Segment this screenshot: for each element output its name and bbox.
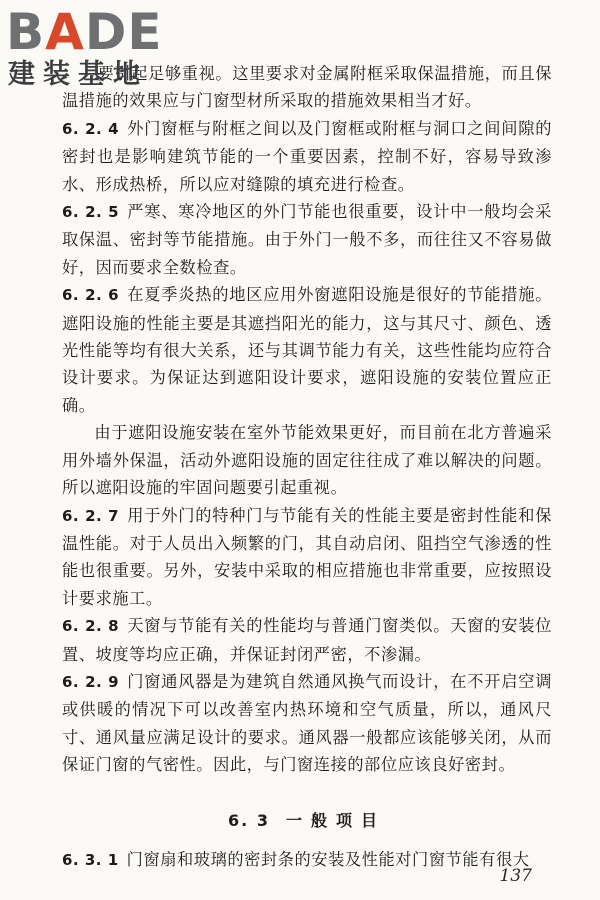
clause-text: 门窗通风器是为建筑自然通风换气而设计，在不开启空调或供暖的情况下可以改善室内热环境和空气质量，所以，通风尺寸、通风量应满足设计的要求。通风器一般都应该能够关闭，从而保证门窗的气密性。因此，与门窗连接的部位应该良好密封。: [62, 671, 553, 775]
clause-number: 6. 2. 5: [62, 203, 120, 222]
clause-6-2-6-continuation: [62, 419, 552, 501]
section-heading: [62, 807, 552, 834]
logo-letter-a: A: [45, 3, 85, 61]
paragraph-text: 由于遮阳设施安装在室外节能效果更好，而目前在北方普遍采用外墙外保温，活动外遮阳设施的固定往往成了难以解决的问题。所以遮阳设施的牢固问题要引起重视。: [62, 423, 552, 498]
clause-text: 外门窗框与附框之间以及门窗框或附框与洞口之间间隙的密封也是影响建筑节能的一个重要因素，控制不好，容易导致渗水、形成热桥，所以应对缝隙的填充进行检查。: [62, 118, 553, 194]
clause-number: 6. 3. 1: [62, 850, 119, 869]
page-body: [62, 60, 552, 874]
clause-6-2-9: [62, 668, 552, 779]
clause-text: 在夏季炎热的地区应用外窗遮阳设施是很好的节能措施。遮阳设施的性能主要是其遮挡阳光的能力，这与其尺寸、颜色、透光性能等均有很大关系，还与其调节能力有关，这些性能均应符合设计要求。为保证达到遮阳设计要求，遮阳设施的安装位置应正确。: [62, 285, 553, 415]
clause-text: 严寒、寒冷地区的外门节能也很重要，设计中一般均会采取保温、密封等节能措施。由于外门一般不多，而往往又不容易做好，因而要求全数检查。: [62, 202, 553, 277]
clause-text: 天窗与节能有关的性能均与普通门窗类似。天窗的安装位置、坡度等均应正确，并保证封闭严密，不渗漏。: [62, 616, 553, 664]
page-number: 137: [499, 866, 532, 886]
paragraph-text: 要引起足够重视。这里要求对金属附框采取保温措施，而且保温措施的效果应与门窗型材所采取的措施效果相当才好。: [62, 64, 552, 111]
clause-number: 6. 2. 9: [62, 672, 120, 691]
clause-6-2-7: [62, 502, 552, 613]
clause-number: 6. 2. 7: [62, 506, 120, 525]
clause-6-2-6: [62, 281, 552, 419]
clause-6-3-1: [62, 846, 552, 874]
clause-text: 用于外门的特种门与节能有关的性能主要是密封性能和保温性能。对于人员出入频繁的门，其自动启闭、阻挡空气渗透的性能也很重要。另外，安装中采取的相应措施也非常重要，应按照设计要求施工。: [62, 505, 553, 608]
logo-subtitle: 建装基地: [8, 59, 148, 90]
clause-number: 6. 2. 8: [62, 617, 120, 636]
clause-number: 6. 2. 4: [62, 119, 120, 138]
section-title: 一般项目: [285, 810, 386, 830]
logo-letters-de: DE: [84, 3, 163, 61]
logo-letter-b: B: [6, 3, 46, 61]
clause-6-2-8: [62, 612, 552, 668]
clause-6-2-5: [62, 198, 552, 281]
clause-6-2-4: [62, 115, 552, 198]
section-number: 6. 3: [228, 810, 270, 830]
bade-logo-watermark: [6, 4, 186, 100]
clause-text: 门窗扇和玻璃的密封条的安装及性能对门窗节能有很大: [126, 849, 530, 869]
clause-number: 6. 2. 6: [62, 286, 120, 305]
logo-wordmark: [6, 4, 163, 60]
